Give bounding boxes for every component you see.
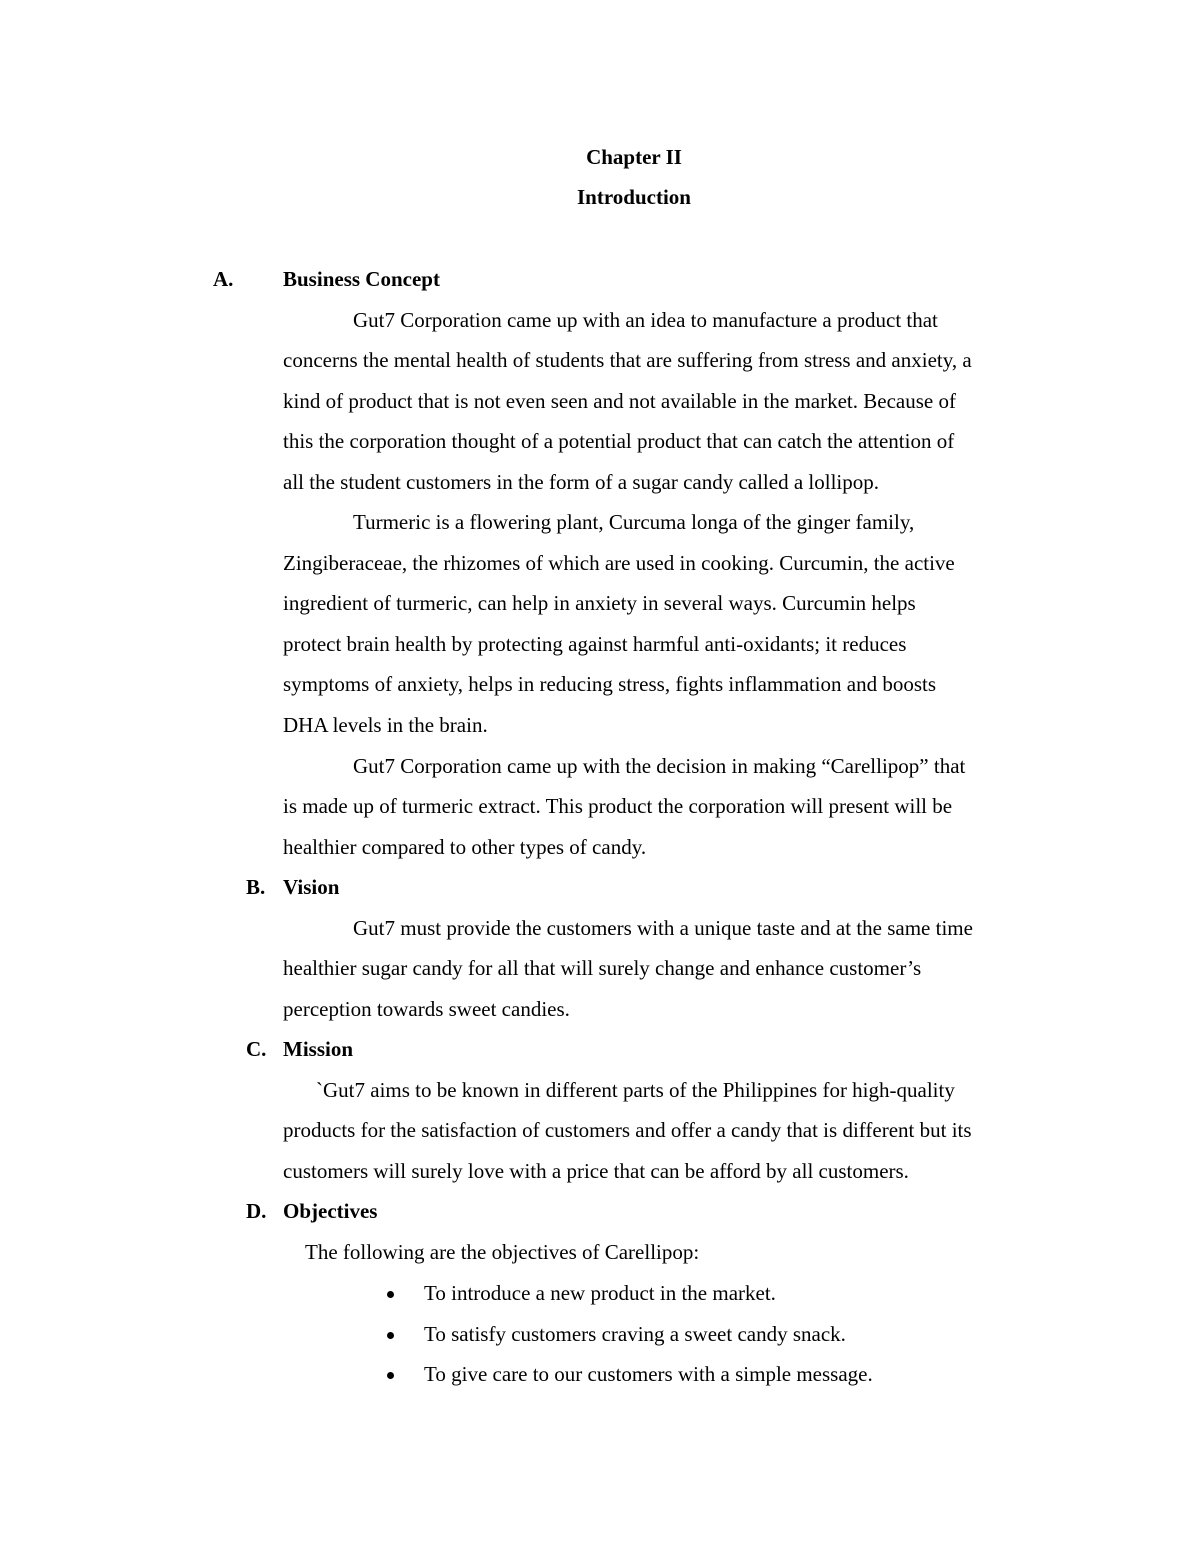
paragraph-line: perception towards sweet candies. xyxy=(283,997,570,1021)
objective-item: To give care to our customers with a simple message. xyxy=(424,1362,873,1386)
paragraph-line: Gut7 must provide the customers with a unique taste and at the same time xyxy=(353,916,973,940)
section-c-letter: C. xyxy=(246,1037,267,1061)
bullet-icon xyxy=(387,1332,394,1339)
objective-item: To satisfy customers craving a sweet candy snack. xyxy=(424,1322,846,1346)
paragraph-line: healthier sugar candy for all that will surely change and enhance customer’s xyxy=(283,956,922,980)
section-d-letter: D. xyxy=(246,1199,267,1223)
section-b-letter: B. xyxy=(246,875,266,899)
paragraph-line: `Gut7 aims to be known in different parts of the Philippines for high-quality xyxy=(316,1078,955,1102)
bullet-icon xyxy=(387,1372,394,1379)
paragraph-line: symptoms of anxiety, helps in reducing stress, fights inflammation and boosts xyxy=(283,672,937,696)
objective-item: To introduce a new product in the market. xyxy=(424,1281,776,1305)
paragraph-line: healthier compared to other types of candy. xyxy=(283,835,647,859)
paragraph-line: Turmeric is a flowering plant, Curcuma longa of the ginger family, xyxy=(353,510,915,534)
paragraph-line: this the corporation thought of a potential product that can catch the attention of xyxy=(283,429,955,453)
paragraph-line: all the student customers in the form of a sugar candy called a lollipop. xyxy=(283,470,879,494)
chapter-label: Chapter II xyxy=(586,145,682,169)
paragraph-line: kind of product that is not even seen and not available in the market. Because of xyxy=(283,389,956,413)
section-b-heading: Vision xyxy=(283,875,340,899)
paragraph-line: DHA levels in the brain. xyxy=(283,713,488,737)
objectives-intro: The following are the objectives of Carellipop: xyxy=(305,1240,700,1264)
paragraph-line: protect brain health by protecting against harmful anti-oxidants; it reduces xyxy=(283,632,907,656)
paragraph-line: ingredient of turmeric, can help in anxiety in several ways. Curcumin helps xyxy=(283,591,916,615)
paragraph-line: products for the satisfaction of customers and offer a candy that is different but its xyxy=(283,1118,972,1142)
paragraph-line: Gut7 Corporation came up with the decision in making “Carellipop” that xyxy=(353,754,966,778)
section-c-heading: Mission xyxy=(283,1037,354,1061)
bullet-icon xyxy=(387,1291,394,1298)
paragraph-line: is made up of turmeric extract. This product the corporation will present will be xyxy=(283,794,953,818)
paragraph-line: concerns the mental health of students that are suffering from stress and anxiety, a xyxy=(283,348,972,372)
paragraph-line: customers will surely love with a price that can be afford by all customers. xyxy=(283,1159,909,1183)
page-title: Introduction xyxy=(577,185,691,209)
section-a-heading: Business Concept xyxy=(283,267,440,291)
section-d-heading: Objectives xyxy=(283,1199,378,1223)
paragraph-line: Gut7 Corporation came up with an idea to manufacture a product that xyxy=(353,308,938,332)
section-a-letter: A. xyxy=(213,267,234,291)
paragraph-line: Zingiberaceae, the rhizomes of which are used in cooking. Curcumin, the active xyxy=(283,551,955,575)
